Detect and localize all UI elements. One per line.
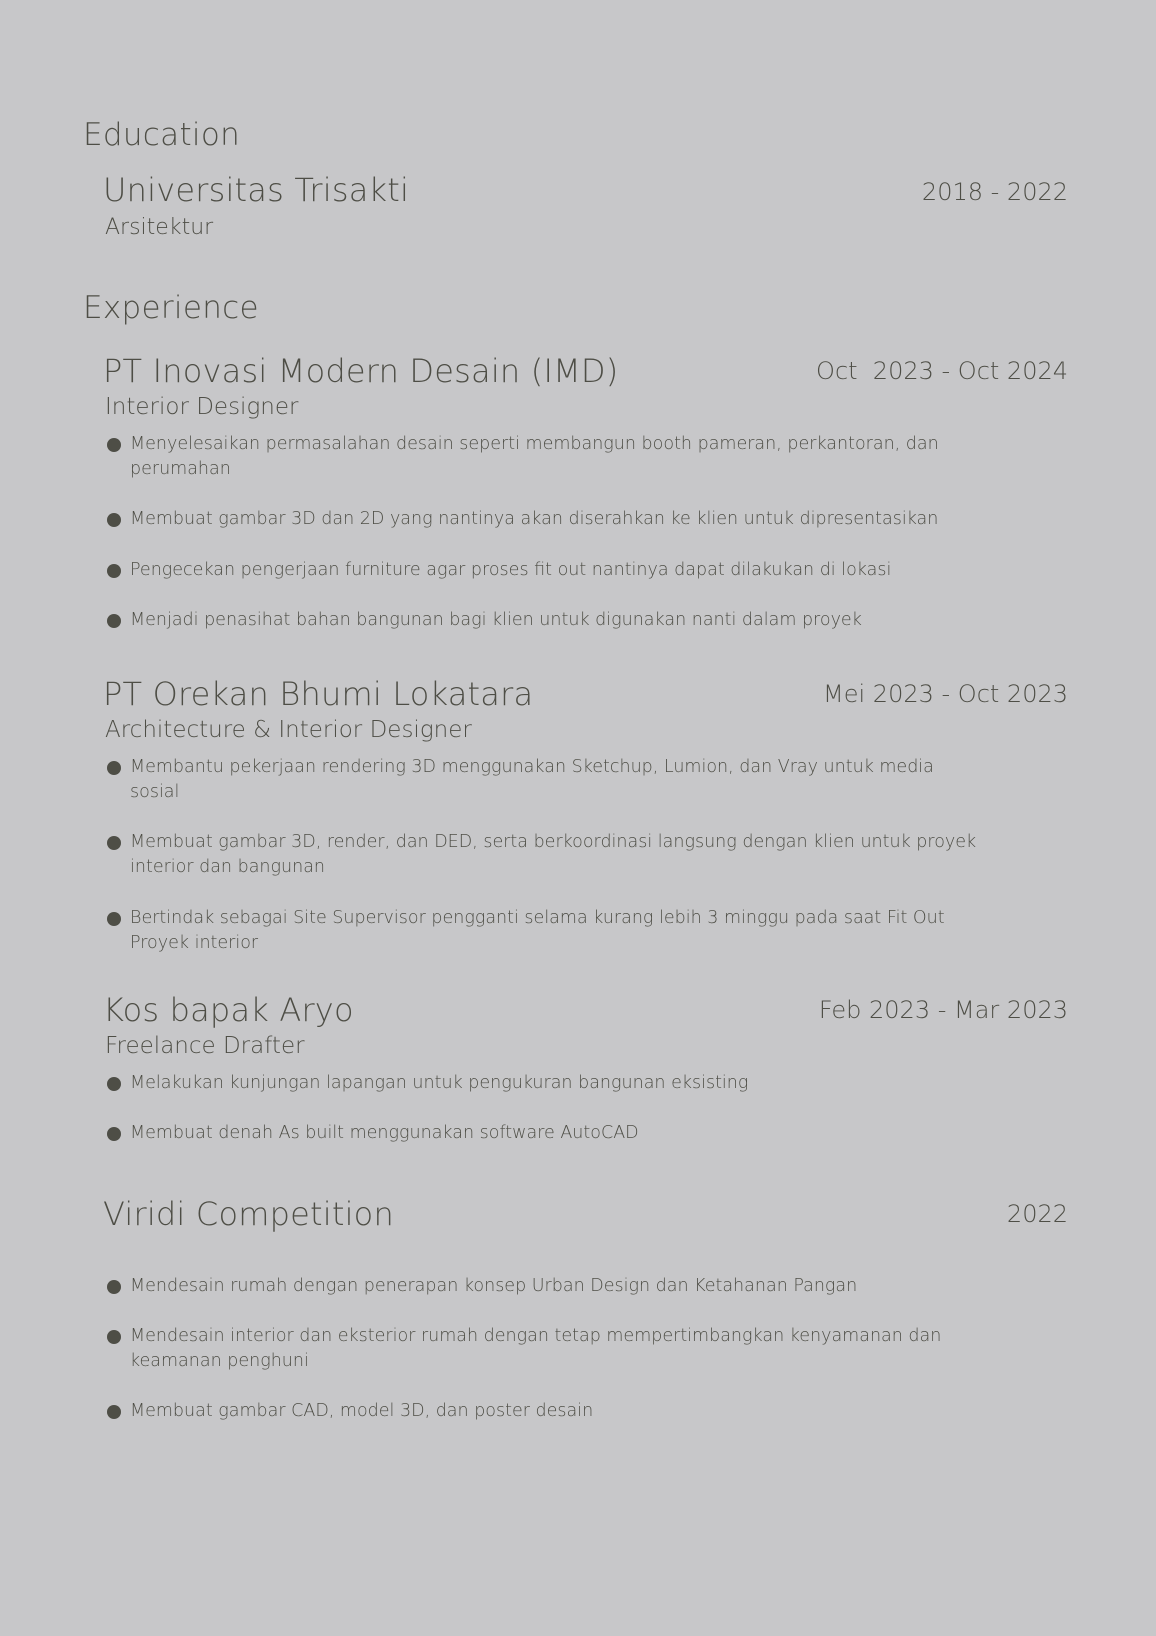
job-role: Interior Designer: [105, 394, 299, 420]
bullet-dot-icon: [107, 836, 121, 850]
list-item: [107, 755, 977, 805]
bullet-dot-icon: [107, 912, 121, 926]
bullet-dot-icon: [107, 438, 121, 452]
bullet-text: Mendesain rumah dengan penerapan konsep Urban Design dan Ketahanan Pangan: [130, 1276, 858, 1296]
list-item: [107, 1071, 977, 1096]
list-item: [107, 1121, 977, 1146]
bullet-text: Menjadi penasihat bahan bangunan bagi klien untuk digunakan nanti dalam proyek: [130, 610, 862, 630]
education-years: 2018 - 2022: [921, 178, 1068, 206]
bullet-dot-icon: [107, 1405, 121, 1419]
bullet-text: Membuat gambar 3D dan 2D yang nantinya akan diserahkan ke klien untuk dipresentasikan: [130, 509, 939, 529]
list-item: [107, 608, 977, 633]
bullet-dot-icon: [107, 1280, 121, 1294]
job-date: Feb 2023 - Mar 2023: [818, 996, 1068, 1024]
bullet-dot-icon: [107, 614, 121, 628]
bullet-dot-icon: [107, 1330, 121, 1344]
job-role: Freelance Drafter: [105, 1033, 305, 1059]
bullet-text: Bertindak sebagai Site Supervisor pengganti selama kurang lebih 3 minggu pada saat Fit Out Proyek interior: [130, 908, 945, 953]
job-date: Mei 2023 - Oct 2023: [823, 680, 1068, 708]
bullet-dot-icon: [107, 1127, 121, 1141]
list-item: [107, 830, 977, 880]
competition-name: Viridi Competition: [103, 1195, 394, 1233]
bullet-dot-icon: [107, 513, 121, 527]
list-item: [107, 1274, 977, 1299]
job-date: Oct 2023 - Oct 2024: [816, 357, 1068, 385]
company-name: PT Inovasi Modern Desain (IMD): [103, 352, 619, 390]
company-name: PT Orekan Bhumi Lokatara: [103, 675, 534, 713]
school-name: Universitas Trisakti: [103, 171, 410, 209]
bullet-text: Membuat gambar 3D, render, dan DED, serta berkoordinasi langsung dengan klien untuk proyek interior dan bangunan: [130, 832, 977, 877]
education-heading: Education: [83, 117, 241, 153]
bullet-text: Membantu pekerjaan rendering 3D menggunakan Sketchup, Lumion, dan Vray untuk media sosial: [130, 757, 934, 802]
list-item: [107, 432, 977, 482]
bullet-text: Mendesain interior dan eksterior rumah dengan tetap mempertimbangkan kenyamanan dan keamanan penghuni: [130, 1326, 942, 1371]
company-name: Kos bapak Aryo: [103, 991, 354, 1029]
bullet-text: Menyelesaikan permasalahan desain seperti membangun booth pameran, perkantoran, dan perumahan: [130, 434, 939, 479]
list-item: [107, 1399, 977, 1424]
education-major: Arsitektur: [105, 215, 214, 240]
list-item: [107, 906, 977, 956]
bullet-text: Membuat denah As built menggunakan software AutoCAD: [130, 1123, 639, 1143]
list-item: [107, 507, 977, 532]
job-role: Architecture & Interior Designer: [105, 717, 472, 743]
bullet-dot-icon: [107, 564, 121, 578]
experience-heading: Experience: [83, 290, 259, 326]
bullet-dot-icon: [107, 761, 121, 775]
bullet-text: Melakukan kunjungan lapangan untuk pengukuran bangunan eksisting: [130, 1073, 749, 1093]
bullet-dot-icon: [107, 1077, 121, 1091]
list-item: [107, 1324, 977, 1374]
bullet-text: Membuat gambar CAD, model 3D, dan poster desain: [130, 1401, 594, 1421]
competition-year: 2022: [1006, 1200, 1068, 1228]
list-item: [107, 558, 977, 583]
bullet-text: Pengecekan pengerjaan furniture agar proses fit out nantinya dapat dilakukan di lokasi: [130, 560, 892, 580]
